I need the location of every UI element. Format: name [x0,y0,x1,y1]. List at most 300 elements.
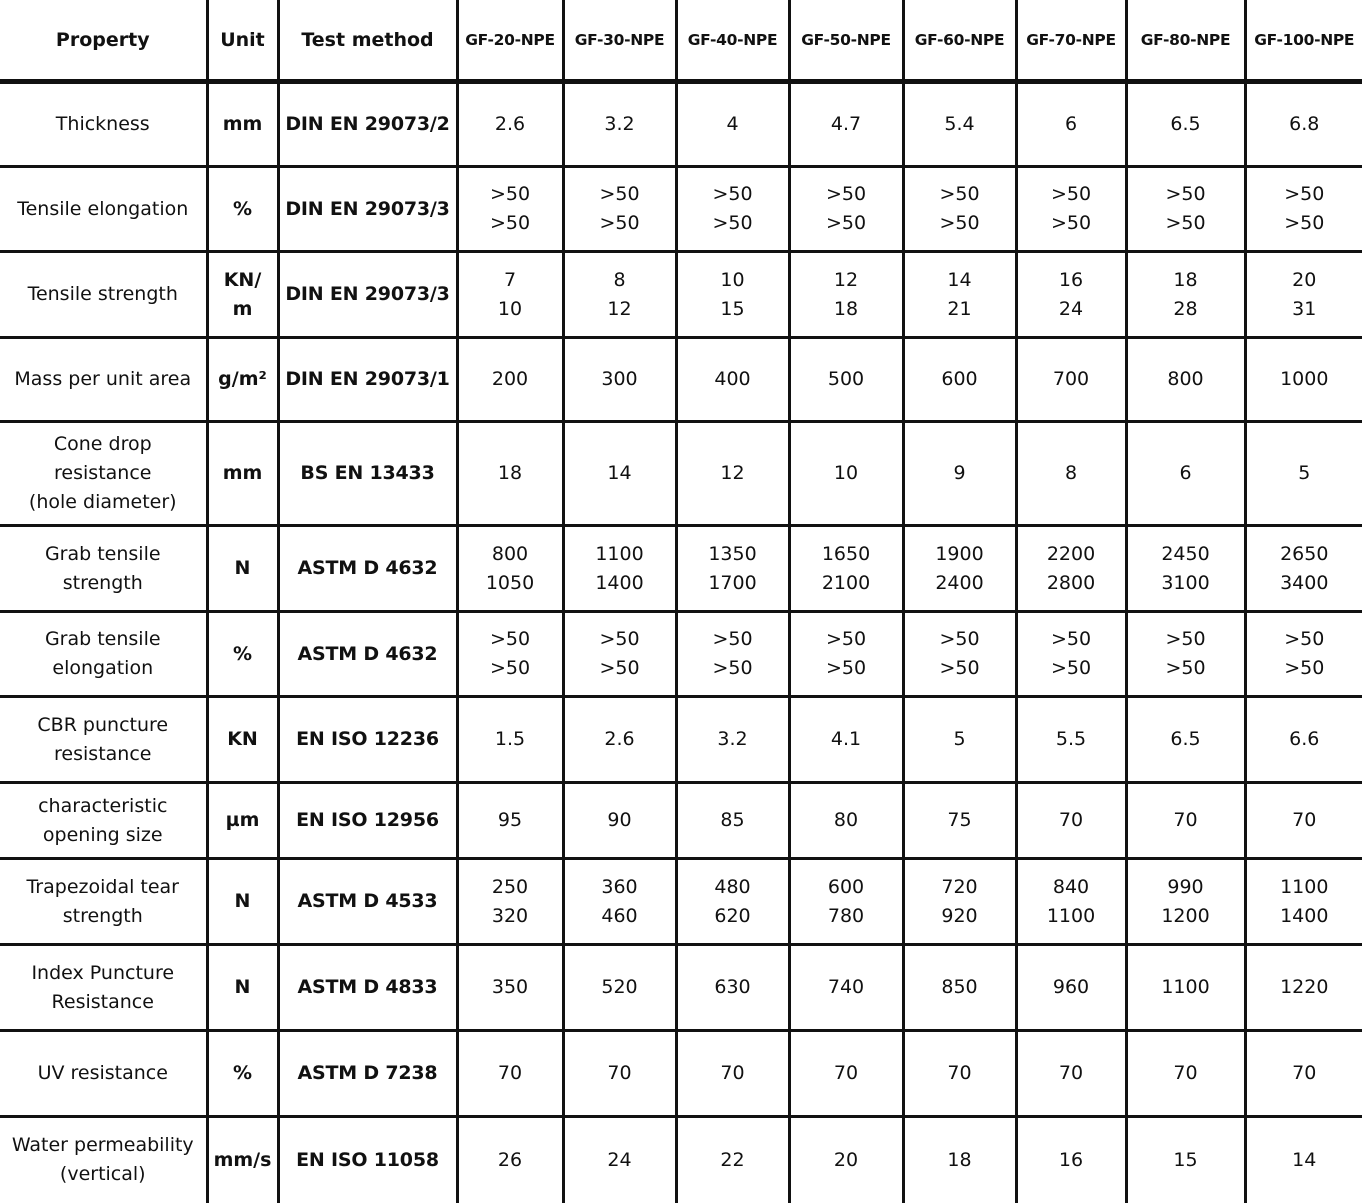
value-cell [903,338,1016,422]
value-cell [903,1117,1016,1203]
value-cell-line: 1700 [708,571,757,594]
unit-cell-line: % [232,1062,253,1084]
value-cell-line: 7 [503,268,517,291]
value-cell-line: 3.2 [604,113,635,135]
value-cell-line: >50 [1050,183,1092,205]
value-cell-line: 2650 [1280,542,1329,565]
table-row [0,612,1362,697]
value-cell [789,1117,903,1203]
unit-cell-line: mm [222,113,263,135]
value-cell-line: 22 [720,1148,745,1171]
value-cell-line: 20 [833,1148,859,1171]
property-cell [0,859,207,945]
value-cell-line: 10 [720,268,745,291]
value-cell-line: 6.5 [1170,728,1201,750]
header-test-method: Test method [278,0,457,82]
value-cell-line: 1100 [595,542,644,565]
value-cell [1016,612,1126,697]
value-cell [1126,252,1245,338]
test-method-cell: EN ISO 12956 [278,783,457,859]
property-cell [0,422,207,526]
value-cell [676,783,789,859]
property-cell [0,945,207,1031]
value-cell-line: 3100 [1161,571,1210,594]
value-cell-line: >50 [939,183,980,205]
value-cell-line: >50 [489,183,531,205]
value-cell [676,612,789,697]
value-cell [1245,612,1362,697]
value-cell-line: 1200 [1161,904,1210,927]
header-model: GF-40-NPE [676,0,789,82]
property-cell-line: Resistance [51,990,154,1013]
value-cell-line: >50 [1050,212,1092,234]
table-row [0,82,1362,167]
table-row [0,859,1362,945]
value-cell-line: >50 [599,657,640,679]
value-cell-line: 70 [1292,809,1317,831]
value-cell-line: >50 [712,212,753,234]
value-cell-line: 70 [497,1062,523,1084]
header-model: GF-20-NPE [457,0,563,82]
value-cell [1016,859,1126,945]
value-cell-line: 70 [947,1062,972,1084]
value-cell [1126,1031,1245,1117]
unit-cell-line: mm/s [213,1148,272,1171]
value-cell [563,422,676,526]
value-cell-line: 1220 [1280,976,1329,998]
property-cell [0,1117,207,1203]
value-cell [563,82,676,167]
property-cell [0,783,207,859]
value-cell-line: 6.8 [1289,113,1320,135]
value-cell [563,1117,676,1203]
unit-cell [207,1031,278,1117]
unit-cell [207,422,278,526]
value-cell [789,1031,903,1117]
unit-cell [207,82,278,167]
table-row [0,697,1362,783]
table-row [0,338,1362,422]
value-cell-line: 70 [607,1062,632,1084]
unit-cell [207,697,278,783]
value-cell [676,338,789,422]
value-cell [676,697,789,783]
value-cell-line: 9 [953,462,966,484]
property-cell [0,1031,207,1117]
value-cell-line: >50 [825,212,867,234]
value-cell-line: 1100 [1046,904,1096,927]
value-cell-line: >50 [1165,183,1206,205]
value-cell-line: 80 [833,809,859,831]
value-cell [1016,945,1126,1031]
value-cell [903,859,1016,945]
value-cell-line: 18 [833,297,859,320]
value-cell-line: 20 [1292,268,1317,291]
value-cell [563,167,676,252]
header-model: GF-80-NPE [1126,0,1245,82]
value-cell [563,697,676,783]
value-cell-line: 4.7 [830,113,862,135]
value-cell-line: >50 [825,183,867,205]
unit-cell [207,612,278,697]
property-cell [0,252,207,338]
value-cell [1245,526,1362,612]
value-cell [1245,783,1362,859]
value-cell-line: 1100 [1161,976,1210,998]
value-cell [903,1031,1016,1117]
value-cell-line: 70 [1173,1062,1198,1084]
test-method-cell: BS EN 13433 [278,422,457,526]
value-cell-line: >50 [1050,628,1092,650]
value-cell [1126,783,1245,859]
value-cell-line: >50 [1165,212,1206,234]
value-cell-line: >50 [599,183,640,205]
test-method-cell: ASTM D 4833 [278,945,457,1031]
value-cell [789,422,903,526]
value-cell-line: 18 [1173,268,1198,291]
unit-cell-line: N [234,557,251,579]
value-cell-line: >50 [599,212,640,234]
value-cell-line: 5.4 [944,113,975,135]
value-cell-line: >50 [1165,628,1206,650]
value-cell-line: 780 [827,904,865,927]
value-cell-line: >50 [1284,183,1325,205]
value-cell [1245,1031,1362,1117]
value-cell [563,338,676,422]
value-cell-line: 14 [947,268,972,291]
value-cell [1016,783,1126,859]
unit-cell-line: N [234,890,251,912]
value-cell [563,1031,676,1117]
value-cell [1126,338,1245,422]
value-cell [903,612,1016,697]
property-cell-line: strength [62,571,143,594]
property-cell-line: resistance [54,462,152,484]
value-cell [789,697,903,783]
value-cell-line: >50 [939,212,980,234]
value-cell-line: 85 [720,809,745,831]
value-cell-line: 14 [1292,1148,1317,1171]
value-cell-line: 95 [497,809,523,831]
value-cell-line: 4 [726,113,739,135]
header-model: GF-70-NPE [1016,0,1126,82]
property-cell-line: Grab tensile [44,542,161,565]
unit-cell-line: % [232,197,253,220]
value-cell-line: 520 [601,976,638,998]
value-cell [1016,252,1126,338]
value-cell [676,422,789,526]
value-cell-line: 70 [833,1062,859,1084]
header-model: GF-50-NPE [789,0,903,82]
value-cell [676,82,789,167]
property-cell-line: Grab tensile [44,628,161,650]
value-cell-line: 12 [833,268,859,291]
unit-cell [207,1117,278,1203]
value-cell [457,338,563,422]
value-cell-line: 1400 [1280,904,1329,927]
value-cell [1245,859,1362,945]
value-cell [457,859,563,945]
unit-cell-line: µm [225,809,260,831]
test-method-cell: ASTM D 4632 [278,526,457,612]
unit-cell-line: KN [227,728,258,750]
test-method-cell: EN ISO 12236 [278,697,457,783]
value-cell [1126,422,1245,526]
property-cell-line: Index Puncture [31,961,175,984]
value-cell [1126,697,1245,783]
unit-cell-line: KN/ [223,268,262,291]
header-model: GF-30-NPE [563,0,676,82]
value-cell [563,252,676,338]
value-cell-line: 800 [1167,368,1204,390]
property-cell [0,612,207,697]
value-cell [1126,1117,1245,1203]
value-cell-line: 8 [613,268,626,291]
value-cell-line: 15 [720,297,745,320]
property-cell [0,82,207,167]
value-cell-line: >50 [1284,628,1325,650]
property-cell-line: Mass per unit area [14,368,192,390]
value-cell [1245,338,1362,422]
value-cell [903,697,1016,783]
value-cell-line: 8 [1064,462,1078,484]
unit-cell [207,252,278,338]
value-cell [1245,422,1362,526]
value-cell-line: 12 [607,297,632,320]
value-cell-line: 1.5 [494,728,526,750]
value-cell-line: 70 [1058,1062,1084,1084]
value-cell [1245,82,1362,167]
property-cell-line: Thickness [55,113,150,135]
value-cell [457,945,563,1031]
value-cell [563,945,676,1031]
value-cell [903,252,1016,338]
unit-cell [207,167,278,252]
value-cell-line: 31 [1292,297,1317,320]
value-cell-line: 18 [947,1148,972,1171]
value-cell-line: 200 [491,368,529,390]
value-cell-line: 70 [720,1062,745,1084]
value-cell-line: 6 [1179,462,1192,484]
unit-cell [207,859,278,945]
value-cell-line: 1100 [1280,875,1329,898]
value-cell [676,1117,789,1203]
value-cell-line: 6.5 [1170,113,1201,135]
value-cell [1016,1117,1126,1203]
value-cell-line: 620 [714,904,751,927]
value-cell [676,859,789,945]
value-cell-line: 90 [607,809,632,831]
table-header [0,0,1362,82]
property-cell-line: Water permeability [11,1134,194,1157]
value-cell-line: 360 [601,875,638,898]
value-cell-line: 70 [1292,1062,1317,1084]
value-cell [457,697,563,783]
table-row [0,1031,1362,1117]
unit-cell-line: m [232,297,253,320]
value-cell-line: 5 [1298,462,1311,484]
value-cell-line: 28 [1173,297,1198,320]
value-cell-line: 1350 [708,542,757,565]
value-cell [1016,82,1126,167]
value-cell [563,859,676,945]
value-cell [1126,526,1245,612]
value-cell [903,945,1016,1031]
property-cell-line: elongation [52,657,154,679]
value-cell-line: >50 [489,628,531,650]
test-method-cell: DIN EN 29073/1 [278,338,457,422]
value-cell-line: 12 [720,462,745,484]
header-property: Property [0,0,207,82]
header-model: GF-60-NPE [903,0,1016,82]
value-cell-line: 1400 [595,571,644,594]
value-cell-line: 2400 [935,571,984,594]
value-cell [1016,526,1126,612]
value-cell-line: 70 [1173,809,1198,831]
value-cell-line: >50 [939,628,980,650]
value-cell-line: >50 [825,628,867,650]
value-cell [1016,338,1126,422]
table-row [0,167,1362,252]
unit-cell [207,526,278,612]
value-cell [1016,1031,1126,1117]
value-cell [1126,612,1245,697]
value-cell-line: >50 [712,628,753,650]
value-cell-line: 300 [601,368,638,390]
test-method-cell: DIN EN 29073/2 [278,82,457,167]
property-cell-line: opening size [42,823,163,846]
value-cell-line: 70 [1058,809,1084,831]
value-cell-line: >50 [599,628,640,650]
value-cell [457,422,563,526]
test-method-cell: DIN EN 29073/3 [278,252,457,338]
test-method-cell: ASTM D 4632 [278,612,457,697]
value-cell [457,526,563,612]
value-cell-line: 26 [497,1148,523,1171]
value-cell [903,167,1016,252]
value-cell-line: 720 [941,875,978,898]
value-cell-line: 3.2 [717,728,748,750]
value-cell [1245,252,1362,338]
value-cell-line: 320 [491,904,529,927]
value-cell-line: 700 [1052,368,1090,390]
property-cell-line: resistance [54,742,152,765]
property-cell-line: characteristic [38,794,168,817]
value-cell [789,859,903,945]
unit-cell [207,338,278,422]
value-cell-line: 16 [1058,268,1084,291]
value-cell-line: >50 [489,212,531,234]
value-cell [563,612,676,697]
value-cell-line: >50 [489,657,531,679]
value-cell [1245,697,1362,783]
value-cell-line: 2.6 [494,113,526,135]
test-method-cell: DIN EN 29073/3 [278,167,457,252]
header-model: GF-100-NPE [1245,0,1362,82]
value-cell [676,1031,789,1117]
value-cell-line: 600 [941,368,978,390]
value-cell [789,338,903,422]
value-cell-line: 250 [491,875,529,898]
value-cell-line: 6 [1064,113,1078,135]
value-cell-line: 630 [714,976,751,998]
value-cell-line: 2.6 [604,728,635,750]
value-cell [903,422,1016,526]
value-cell-line: 24 [607,1148,632,1171]
value-cell-line: >50 [1165,657,1206,679]
property-cell-line: (vertical) [59,1163,146,1186]
value-cell [1126,859,1245,945]
value-cell-line: 18 [497,462,523,484]
value-cell-line: 1900 [935,542,984,565]
value-cell-line: 460 [601,904,638,927]
value-cell-line: 5 [953,728,966,750]
value-cell-line: 840 [1052,875,1090,898]
header-unit: Unit [207,0,278,82]
property-cell [0,526,207,612]
value-cell-line: 10 [833,462,859,484]
value-cell-line: 1000 [1280,368,1329,390]
unit-cell [207,945,278,1031]
value-cell [457,612,563,697]
value-cell-line: 2800 [1046,571,1096,594]
unit-cell-line: mm [222,462,263,484]
value-cell-line: 600 [827,875,865,898]
value-cell-line: 21 [947,297,972,320]
value-cell [563,783,676,859]
unit-cell-line: % [232,642,253,665]
value-cell [903,526,1016,612]
value-cell [676,945,789,1031]
property-cell-line: Cone drop [53,433,152,455]
property-cell-line: Tensile strength [27,283,178,305]
value-cell-line: 850 [941,976,978,998]
property-cell [0,167,207,252]
value-cell-line: 6.6 [1289,728,1320,750]
value-cell [1245,1117,1362,1203]
value-cell-line: 960 [1052,976,1090,998]
value-cell [1016,167,1126,252]
value-cell [1016,422,1126,526]
value-cell [457,783,563,859]
header-row [0,0,1362,82]
test-method-cell: EN ISO 11058 [278,1117,457,1203]
value-cell [789,945,903,1031]
table-row [0,945,1362,1031]
value-cell-line: 16 [1058,1148,1084,1171]
table-row [0,526,1362,612]
test-method-cell: ASTM D 4533 [278,859,457,945]
value-cell-line: 800 [491,542,529,565]
value-cell [1126,945,1245,1031]
value-cell-line: >50 [939,657,980,679]
property-cell-line: Tensile elongation [17,197,189,220]
value-cell-line: 400 [714,368,751,390]
table-row [0,252,1362,338]
value-cell [563,526,676,612]
table-row [0,783,1362,859]
unit-cell-line: g/m² [218,368,267,390]
value-cell [903,783,1016,859]
value-cell [1016,697,1126,783]
value-cell [457,1031,563,1117]
value-cell-line: 2200 [1046,542,1096,565]
property-cell [0,338,207,422]
value-cell-line: >50 [825,657,867,679]
value-cell-line: 1650 [821,542,871,565]
test-method-cell: ASTM D 7238 [278,1031,457,1117]
value-cell [1126,167,1245,252]
